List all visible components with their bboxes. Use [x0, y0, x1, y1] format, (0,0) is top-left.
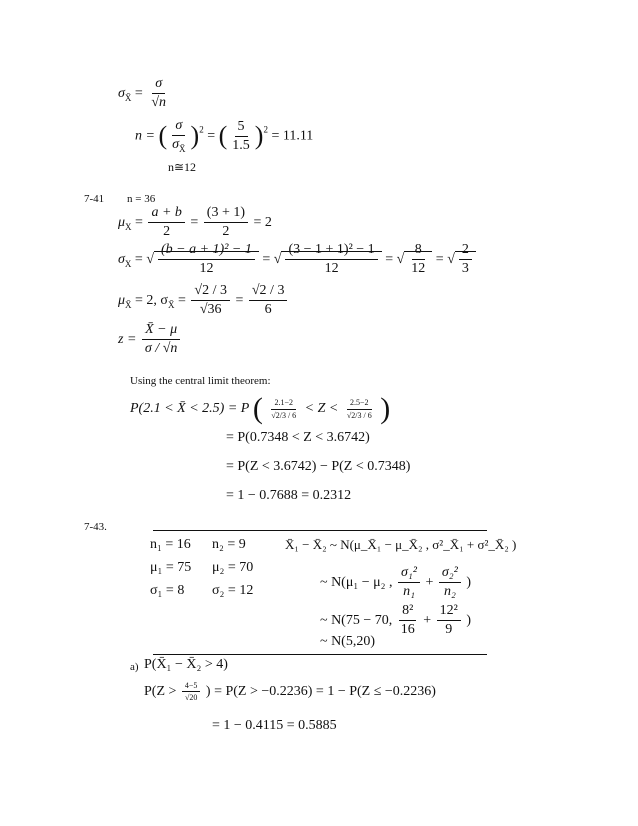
sigma-equation: $\sigma_X$ = √ $\frac{\text{(b − a + 1)² − 1}}{12}$ = √ $\frac{\text{(3 − 1 + 1)² − 1}}{12}$ = √ $\frac{8}{12}$ = √ $\frac{2}{3}$ — [118, 242, 476, 277]
probability-step-3: = 1 − 0.7688 = 0.2312 — [226, 488, 352, 503]
clt-text: Using the central limit theorem: — [130, 375, 271, 387]
distribution-line-3: ~ N(75 − 70, $\frac{\text{8²}}{16}$ + $\frac{\text{12²}}{9}$ ) — [320, 603, 472, 638]
sigma1-value: σ₁ = 8 — [150, 583, 185, 598]
mean-std-xbar-equation: $\mu_{X̄} = 2$, $\sigma_{X̄}$ = $\frac{√2 / 3}{√36}$ = $\frac{√2 / 3}{6}$ — [118, 283, 289, 318]
mu-equation: $\mu_X$ = $\frac{a + b}{2}$ = $\frac{(3 + 1)}{2}$ = 2 — [118, 205, 272, 240]
part-a-result: = 1 − 0.4115 = 0.5885 — [212, 718, 337, 733]
z-formula: z = $\frac{X̄ - \mu}{\sigma / √n}$ — [118, 322, 182, 357]
sigma2-value: σ₂ = 12 — [212, 583, 254, 598]
problem-741-label: 7-41 — [84, 193, 105, 205]
mu1-value: μ₁ = 75 — [150, 560, 192, 575]
n1-value: n₁ = 16 — [150, 537, 191, 552]
part-a-label: a) — [130, 661, 139, 673]
sigma-xbar-equation: $\sigma_{X̄}$ = $\frac{\sigma}{√n}$ — [118, 76, 166, 111]
n-approx-result: n≅12 — [168, 160, 197, 174]
n2-value: n₂ = 9 — [212, 537, 246, 552]
problem-743-label: 7-43. — [84, 521, 107, 533]
part-a-equation: P(X̄₁ − X̄₂ > 4) — [144, 657, 228, 672]
probability-step-2: = P(Z < 3.6742) − P(Z < 0.7348) — [226, 459, 411, 474]
probability-step-1: = P(0.7348 < Z < 3.6742) — [226, 430, 370, 445]
top-rule — [153, 530, 487, 531]
bottom-rule — [153, 654, 487, 655]
distribution-line-2: ~ N(μ₁ − μ₂ , $\frac{\text{σ₁²}}{\text{n₁}}$ + $\frac{\text{σ₂²}}{\text{n₂}}$ ) — [320, 565, 472, 600]
problem-741-given: n = 36 — [127, 193, 156, 205]
mu2-value: μ₂ = 70 — [212, 560, 254, 575]
distribution-line-4: ~ N(5,20) — [320, 634, 376, 649]
part-a-step: P(Z > $\frac{4-5}{√20}$ ) = P(Z > −0.2236) = 1 − P(Z ≤ −0.2236) — [144, 681, 436, 703]
probability-equation: P(2.1 < X̄ < 2.5) = P ( $\frac{2.1-2}{√2/3 / 6}$ < Z < $\frac{2.5-2}{√2/3 / 6}$ ) — [130, 392, 391, 425]
distribution-line-1: X̄₁ − X̄₂ ~ N(μ_X̄₁ − μ_X̄₂ , σ²_X̄₁ + σ²_X̄₂ ) — [285, 537, 517, 552]
n-equation: n = ( $\frac{\sigma}{\sigma_{X̄}}$ )$^2$ = ( $\frac{5}{1.5}$ )$^2$ = 11.11 — [135, 118, 314, 155]
